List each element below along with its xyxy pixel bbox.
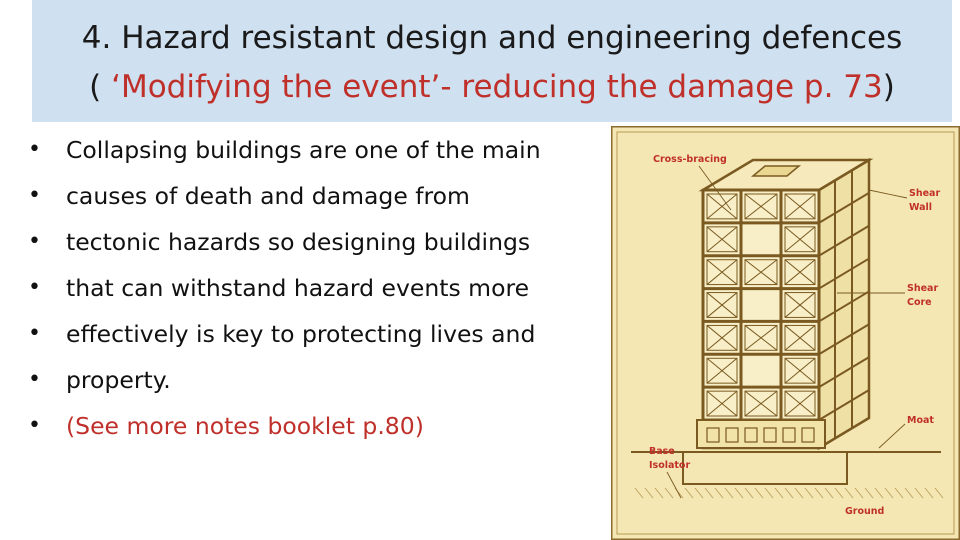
label-shear-core-top: Shear [907,283,939,294]
bullet-glyph: • [28,137,41,162]
bullet-item [28,271,608,317]
bullet-glyph: • [28,367,41,392]
label-cross-bracing: Cross-bracing [653,154,727,165]
bullet-item [28,363,608,409]
bullet-text: Collapsing buildings are one of the main [66,136,541,164]
bullet-text: (See more notes booklet p.80) [66,412,424,440]
bullet-list [28,133,608,455]
bullet-text: causes of death and damage from [66,182,470,210]
bullet-item [28,317,608,363]
subtitle-close-paren: ) [882,69,895,105]
label-shear-wall-bottom: Wall [909,202,933,213]
bullet-item [28,225,608,271]
bullet-item [28,133,608,179]
label-shear-wall-top: Shear [909,188,941,199]
title-banner [32,0,952,122]
building-front-face [703,190,819,448]
bullet-text: property. [66,366,171,394]
bullet-glyph: • [28,183,41,208]
bullet-text: that can withstand hazard events more [66,274,530,302]
bullet-item [28,179,608,225]
bullet-glyph: • [28,275,41,300]
label-shear-core-bottom: Core [907,297,932,308]
subtitle-red-text: ‘Modifying the event’- reducing the damage p. 73 [111,69,883,105]
bullet-glyph: • [28,229,41,254]
bullet-text: tectonic hazards so designing buildings [66,228,531,256]
building-diagram [611,126,960,540]
bullet-text: effectively is key to protecting lives and [66,320,536,348]
bullet-item-reference [28,409,608,455]
label-base-bottom: Isolator [649,460,691,471]
bullet-glyph: • [28,413,41,438]
label-base-top: Base [649,446,675,457]
label-moat: Moat [907,415,934,426]
subtitle-open-paren: ( [89,69,112,105]
bullet-glyph: • [28,321,41,346]
label-ground: Ground [845,506,885,517]
foundation [697,420,825,448]
page-subtitle [32,69,952,105]
page-title: 4. Hazard resistant design and engineering defences [81,20,903,56]
